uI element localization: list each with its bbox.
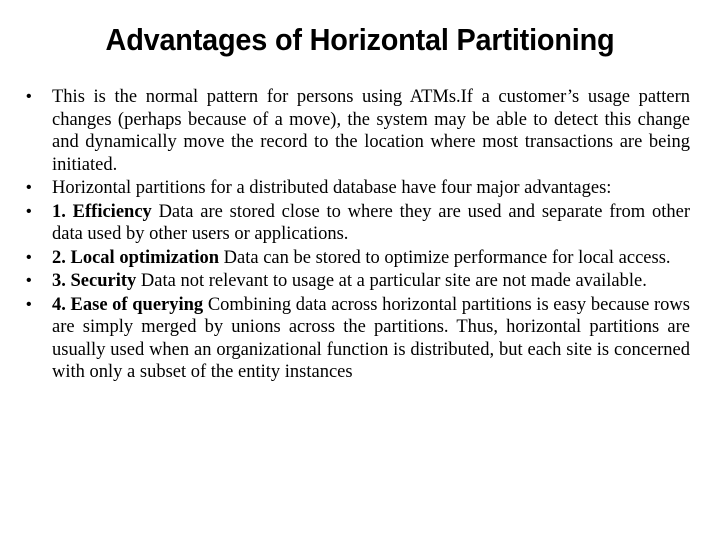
bullet-dot-icon: • [26,295,32,313]
slide-title: Advantages of Horizontal Partitioning [105,22,615,57]
bullet-lead: 3. Security [52,271,137,291]
bullet-dot-icon: • [26,88,32,105]
bullet-dot-icon: • [26,272,32,289]
bullet-dot-icon: • [26,202,32,220]
bullet-text: This is the normal pattern for persons using ATMs.If a customer’s usage pattern changes (perhaps because of a move), the system may be able to detect this change and dynamically move the record to the location where most transactions are being initiated. [52,87,690,175]
bullet-lead: 2. Local optimization [52,247,220,268]
bullet-text: Data are stored close to where they are used and separate from other data used by other users or applications. [52,201,690,244]
bullet-item [26,177,690,200]
bullet-dot-icon: • [26,248,32,266]
bullet-lead: 4. Ease of querying [52,294,204,315]
bullet-item [26,201,690,246]
bullet-dot-icon: • [26,179,32,196]
bullet-item [26,294,690,384]
bullet-list [26,86,690,385]
bullet-lead: 1. Efficiency [52,201,152,222]
bullet-item [26,270,690,293]
bullet-text: Combining data across horizontal partitions is easy because rows are simply merged by unions across the partitions. Thus, horizontal partitions are usually used when an organizational function is distributed, but each site is concerned with only a subset of the entity instances [52,294,690,382]
bullet-text: Horizontal partitions for a distributed database have four major advantages: [52,178,612,198]
bullet-item [26,86,690,176]
bullet-item [26,247,690,270]
bullet-text: Data can be stored to optimize performance for local access. [219,247,671,268]
bullet-text: Data not relevant to usage at a particular site are not made available. [136,271,647,291]
